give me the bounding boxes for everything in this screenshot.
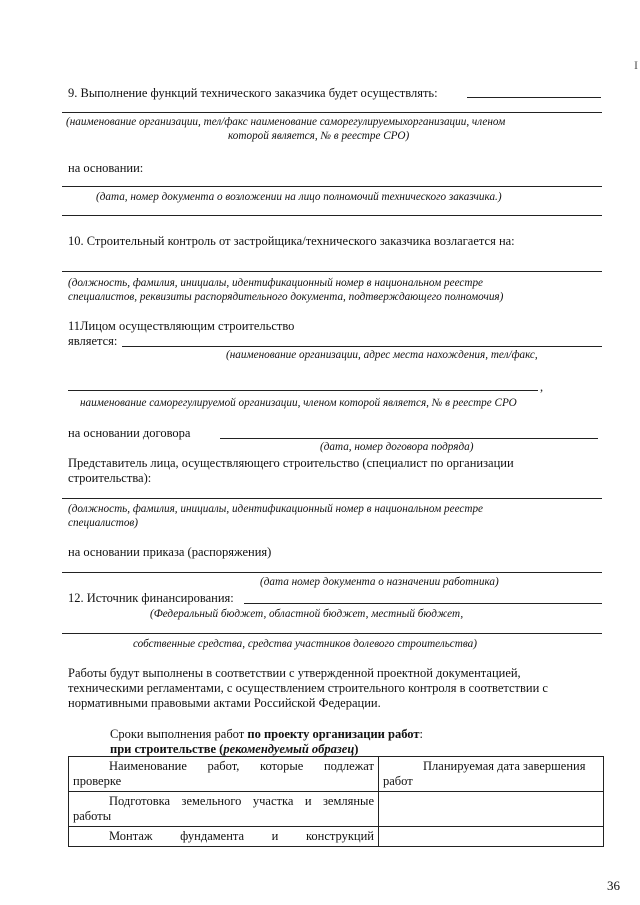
contract-hint: (дата, номер договора подряда) — [320, 441, 474, 453]
contract-label: на основании договора — [68, 426, 191, 440]
table-row — [69, 827, 604, 847]
contract-line[interactable] — [220, 438, 598, 439]
section-9-text: 9. Выполнение функций технического заказчика будет осуществлять: — [68, 86, 438, 100]
table-row — [69, 792, 604, 827]
work-name-cell: Монтаж фундамента и конструкций — [69, 827, 379, 847]
closing-line-2: техническими регламентами, с осуществлением строительного контроля в соответствии с — [68, 681, 548, 695]
section-11-line-2: является: — [68, 334, 118, 348]
section-9-basis-line[interactable] — [62, 186, 602, 187]
section-10-hint-2: специалистов, реквизиты распорядительного документа, подтверждающего полномочия) — [68, 291, 504, 303]
header-date-cell: Планируемая дата завершения работ — [379, 757, 604, 792]
closing-line-3: нормативными правовыми актами Российской Федерации. — [68, 696, 381, 710]
section-11-comma: , — [540, 380, 544, 394]
representative-hint-2: специалистов) — [68, 517, 138, 529]
section-9-org-line[interactable] — [62, 112, 602, 113]
section-12-hint-1: (Федеральный бюджет, областной бюджет, местный бюджет, — [150, 608, 464, 620]
representative-line[interactable] — [62, 498, 602, 499]
table-header-row — [69, 757, 604, 792]
representative-hint-1: (должность, фамилия, инициалы, идентификационный номер в национальном реестре — [68, 503, 484, 515]
section-12-line-2[interactable] — [62, 633, 602, 634]
order-label: на основании приказа (распоряжения) — [68, 545, 272, 559]
section-12-hint-2: собственные средства, средства участников долевого строительства) — [133, 638, 477, 650]
section-11-hint-2: наименование саморегулируемой организации, членом которой является, № в реестре СРО — [80, 397, 517, 409]
section-11-hint-1: (наименование организации, адрес места нахождения, тел/факс, — [226, 349, 538, 361]
schedule-subheading: при строительстве (рекомендуемый образец) — [110, 742, 359, 756]
section-11-org-line-2[interactable] — [68, 390, 538, 391]
schedule-heading: Сроки выполнения работ по проекту организации работ: — [110, 727, 423, 741]
section-9-hint-1: (наименование организации, тел/факс наименование саморегулируемыхорганизации, членом — [66, 116, 506, 128]
representative-line-2: строительства): — [68, 471, 152, 485]
section-11-org-line[interactable] — [122, 346, 602, 347]
section-9-basis-label: на основании: — [68, 161, 144, 175]
order-hint: (дата номер документа о назначении работника) — [260, 576, 499, 588]
section-10-hint-1: (должность, фамилия, инициалы, идентификационный номер в национальном реестре — [68, 277, 484, 289]
section-9-hint-2: которой является, № в реестре СРО) — [228, 130, 410, 142]
section-9-basis-line-2[interactable] — [62, 215, 602, 216]
section-10-text: 10. Строительный контроль от застройщика/технического заказчика возлагается на: — [68, 234, 515, 248]
section-12-text: 12. Источник финансирования: — [68, 591, 234, 605]
page-number: 36 — [607, 878, 620, 893]
representative-line-1: Представитель лица, осуществляющего строительство (специалист по организации — [68, 456, 514, 470]
order-line[interactable] — [62, 572, 602, 573]
schedule-table — [68, 756, 604, 847]
date-cell[interactable] — [379, 792, 604, 827]
section-12-line[interactable] — [244, 603, 602, 604]
section-9-fill-line[interactable] — [467, 97, 601, 98]
work-name-cell: Подготовка земельного участка и земляные работы — [69, 792, 379, 827]
edge-mark: I — [634, 58, 638, 72]
section-10-line[interactable] — [62, 271, 602, 272]
date-cell[interactable] — [379, 827, 604, 847]
closing-line-1: Работы будут выполнены в соответствии с утвержденной проектной документацией, — [68, 666, 521, 680]
section-9-basis-hint: (дата, номер документа о возложении на лицо полномочий технического заказчика.) — [96, 191, 502, 203]
header-work-cell: Наименование работ, которые подлежат проверке — [69, 757, 379, 792]
section-11-line-1: 11Лицом осуществляющим строительство — [68, 319, 295, 333]
